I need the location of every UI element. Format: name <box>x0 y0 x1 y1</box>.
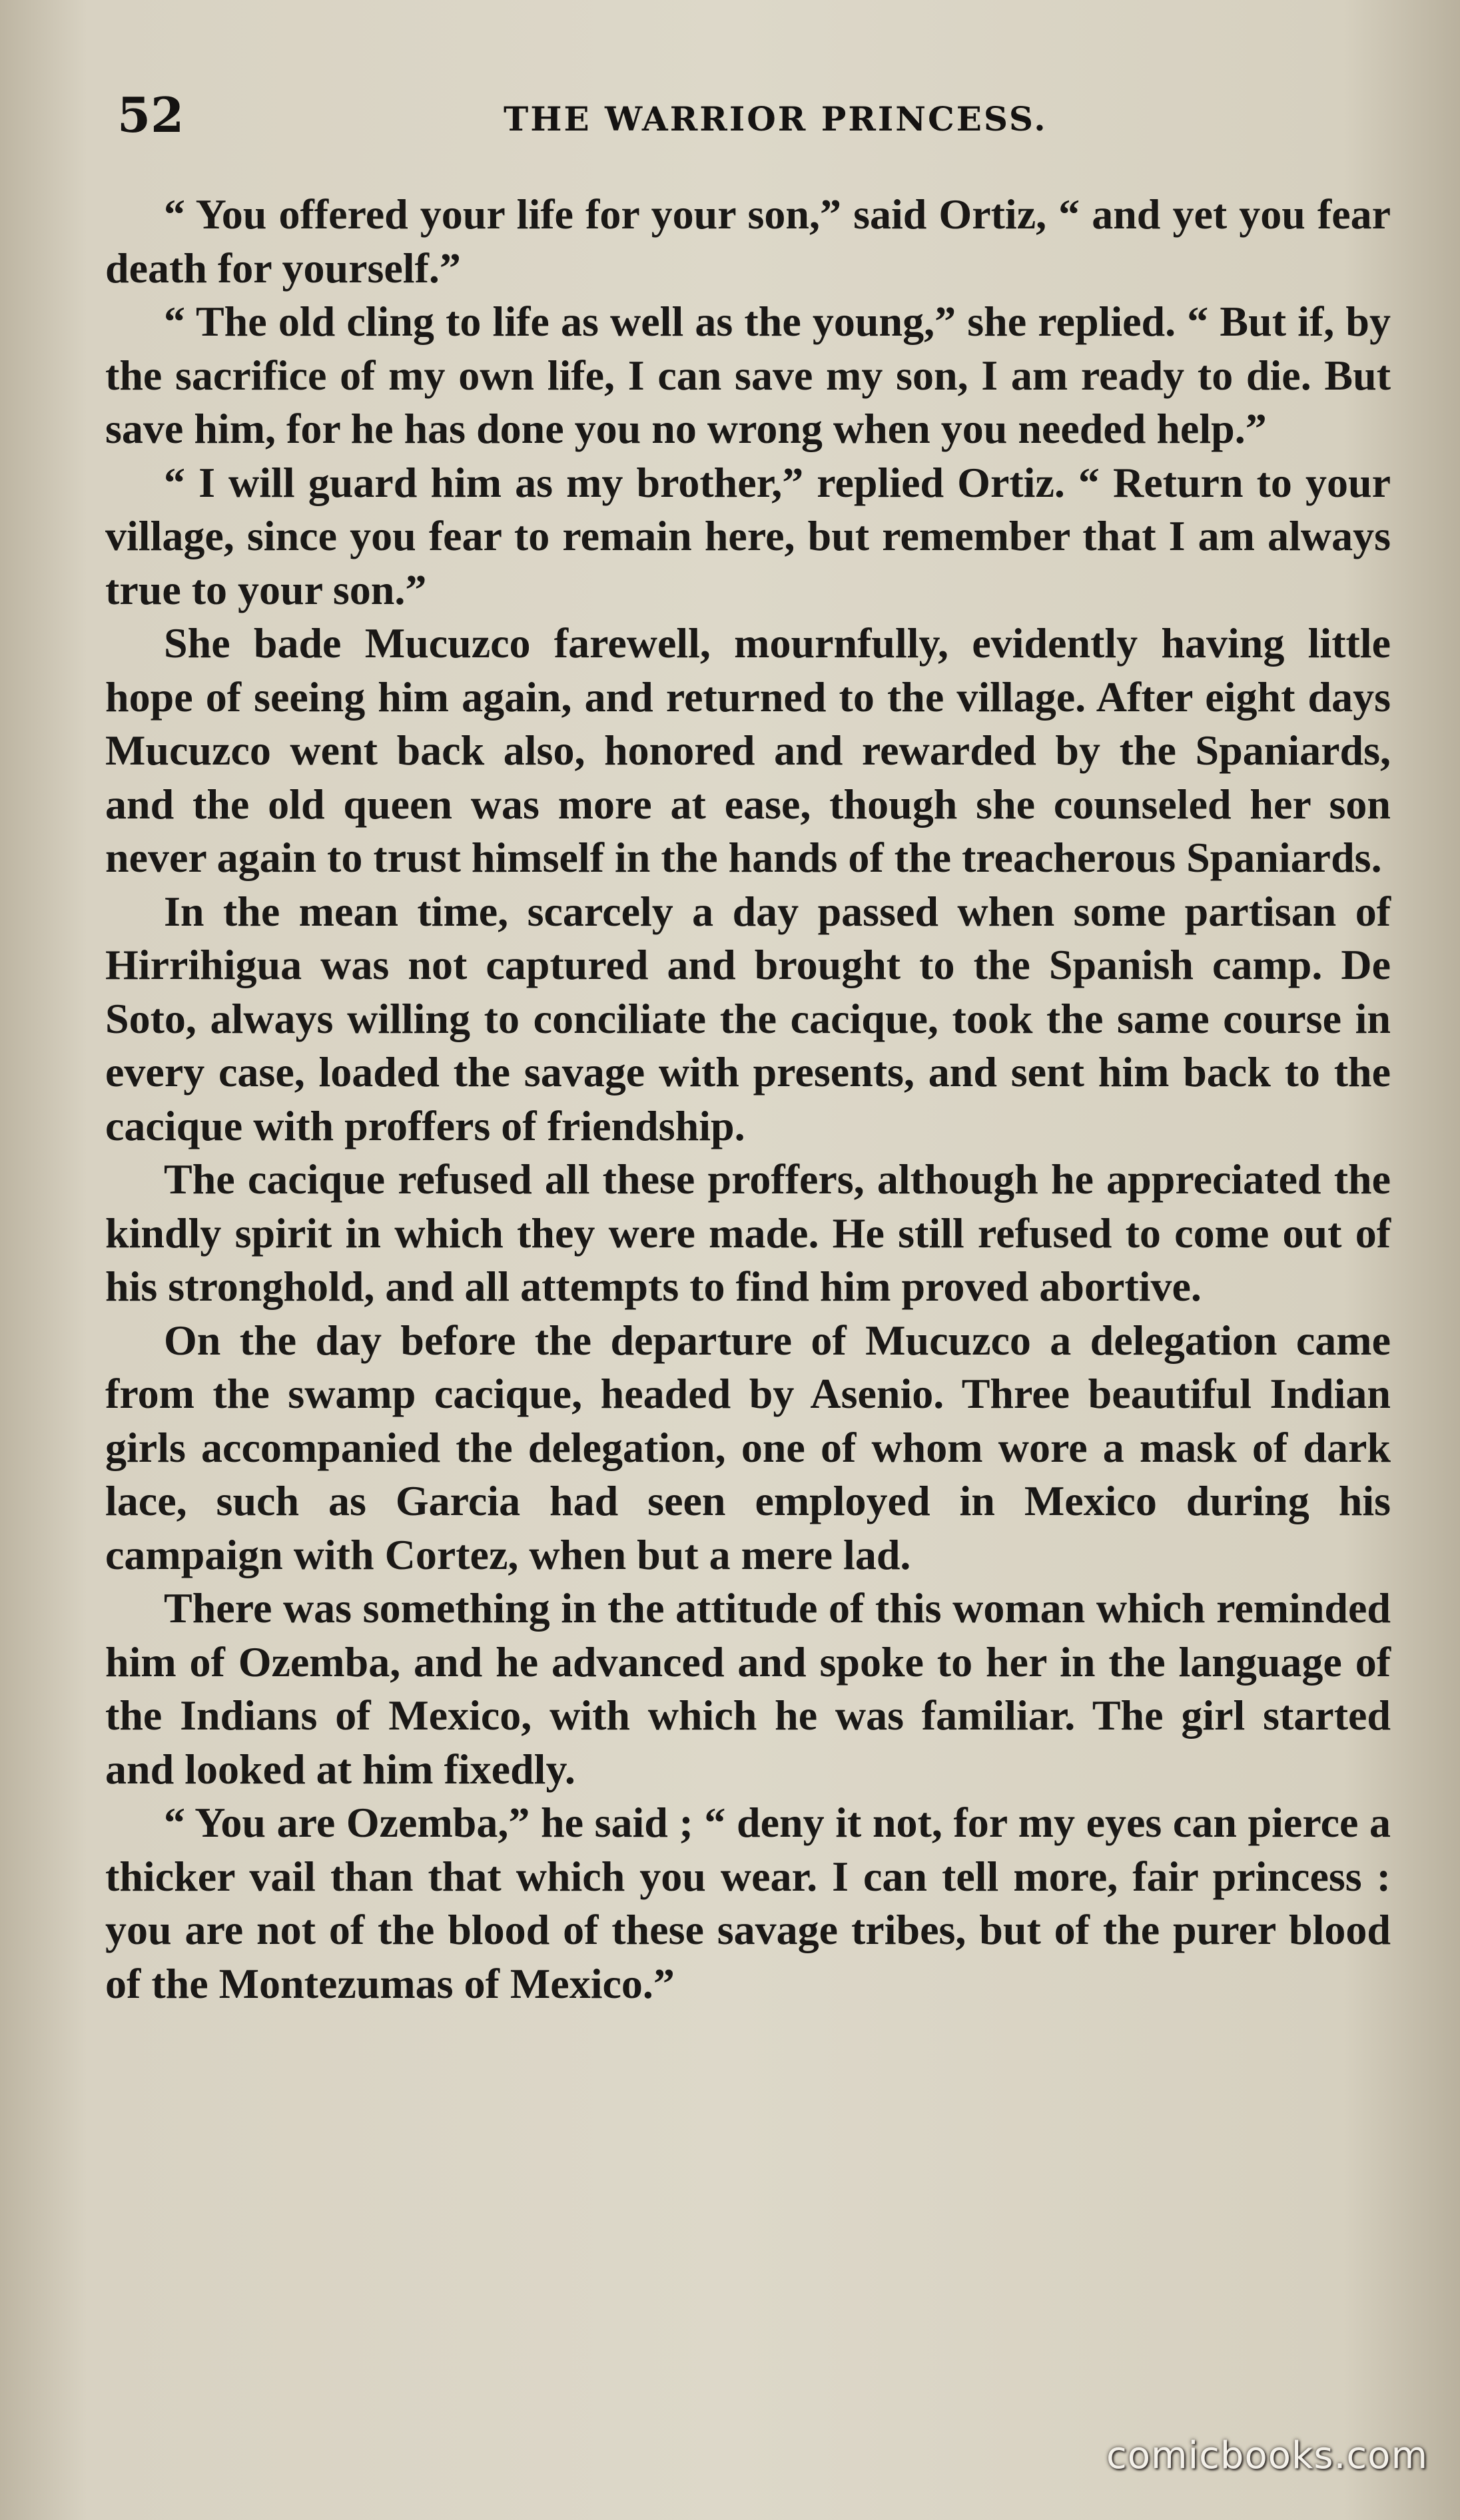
paragraph: The cacique refused all these proffers, although he appreciated the kindly spirit in which they were made. He still refused to come out of his stronghold, and all attempts to find him proved abortive. <box>105 1155 1391 1310</box>
paragraph: In the mean time, scarcely a day passed when some partisan of Hirrihigua was not captured and brought to the Spanish camp. De Soto, always willing to conciliate the cacique, took the same course in every case, loaded the savage with presents, and sent him back to the cacique with proffers of friendship. <box>105 887 1391 1149</box>
paragraph: On the day before the departure of Mucuzco a delegation came from the swamp cacique, headed by Asenio. Three beautiful Indian girls accompanied the delegation, one of whom wore a mask of dark lace, such as Garcia had seen employed in Mexico during his campaign with Cortez, when but a mere lad. <box>105 1316 1391 1578</box>
running-title: THE WARRIOR PRINCESS. <box>504 99 1048 139</box>
body-text <box>105 188 1391 2011</box>
paragraph: “ The old cling to life as well as the young,” she replied. “ But if, by the sacrifice of my own life, I can save my son, I am ready to die. But save him, for he has done you no wrong when you needed help.” <box>105 298 1391 452</box>
paragraph: There was something in the attitude of this woman which reminded him of Ozemba, and he advanced and spoke to her in the language of the Indians of Mexico, with which he was familiar. The girl started and looked at him fixedly. <box>105 1584 1391 1793</box>
watermark: comicbooks.com <box>1106 2434 1428 2477</box>
paragraph: “ You offered your life for your son,” said Ortiz, “ and yet you fear death for yourself.” <box>105 190 1391 292</box>
paragraph: “ You are Ozemba,” he said ; “ deny it not, for my eyes can pierce a thicker vail than that which you wear. I can tell more, fair princess : you are not of the blood of these savage tribes, but of the purer blood of the Montezumas of Mexico.” <box>105 1799 1391 2007</box>
page-number: 52 <box>117 87 184 143</box>
page-header <box>117 85 1383 145</box>
paragraph: “ I will guard him as my brother,” replied Ortiz. “ Return to your village, since you fear to remain here, but remember that I am always true to your son.” <box>105 458 1391 613</box>
paragraph: She bade Mucuzco farewell, mournfully, evidently having little hope of seeing him again, and returned to the village. After eight days Mucuzco went back also, honored and rewarded by the Spaniards, and the old queen was more at ease, though she counseled her son never again to trust himself in the hands of the treacherous Spaniards. <box>105 619 1391 881</box>
